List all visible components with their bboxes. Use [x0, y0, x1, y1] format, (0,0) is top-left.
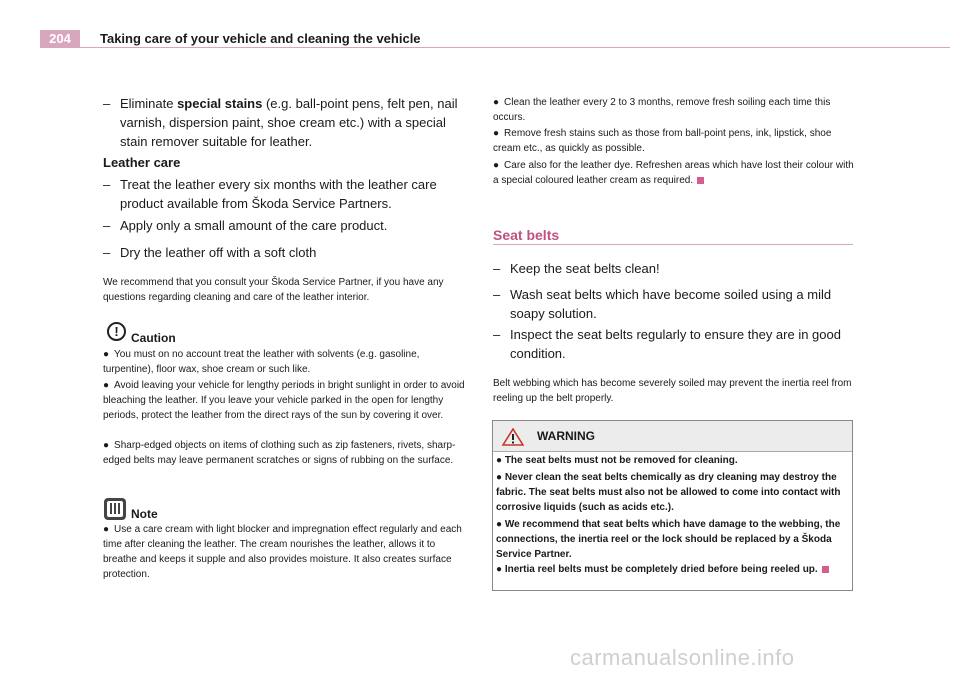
page-header — [40, 30, 950, 48]
special-stains-text — [103, 94, 468, 151]
dash-marker: – — [493, 327, 501, 342]
dash-marker: – — [103, 218, 111, 233]
note-icon — [104, 498, 126, 520]
bullet-marker: ● — [496, 472, 503, 483]
leather-care-item — [103, 175, 468, 213]
caution-item-text: You must on no account treat the leather with solvents (e.g. gasoline, turpentine), floor wax, shoe cream or such like. — [103, 349, 420, 375]
seat-belt-item — [493, 325, 855, 363]
dash-marker: – — [103, 177, 111, 192]
leather-bullet — [493, 158, 855, 188]
section-end-mark — [697, 177, 704, 184]
bullet-marker: ● — [496, 564, 503, 575]
leather-bullet — [493, 126, 855, 156]
page-number: 204 — [40, 30, 80, 48]
warning-title: WARNING — [537, 429, 595, 443]
bullet-marker: ● — [103, 524, 110, 535]
leather-bullet-text: Remove fresh stains such as those from ball-point pens, ink, lipstick, shoe cream etc., as quickly as possible. — [493, 128, 832, 154]
bullet-marker: ● — [493, 128, 500, 139]
leather-care-item-text: Dry the leather off with a soft cloth — [120, 245, 317, 260]
note-item-text: Use a care cream with light blocker and impregnation effect regularly and each time after cleaning the leather. The cream nourishes the leather, allows it to breathe and keeps it supple and also provides moisture. It also creates surface protection. — [103, 524, 462, 580]
leather-care-item-text: Apply only a small amount of the care product. — [120, 218, 388, 233]
warning-item-text: The seat belts must not be removed for cleaning. — [504, 455, 738, 466]
warning-header — [493, 421, 852, 452]
caution-item — [103, 378, 465, 423]
header-rule — [80, 47, 950, 48]
bullet-marker: ● — [103, 380, 110, 391]
dash-marker: – — [103, 245, 111, 260]
warning-box — [492, 420, 853, 591]
watermark: carmanualsonline.info — [570, 645, 795, 670]
seat-belt-item-text: Keep the seat belts clean! — [510, 261, 660, 276]
seat-belts-heading: Seat belts — [493, 227, 560, 243]
bullet-marker: ● — [103, 440, 110, 451]
seat-belt-item — [493, 259, 855, 278]
chapter-title: Taking care of your vehicle and cleaning the vehicle — [100, 31, 421, 46]
webbing-paragraph: Belt webbing which has become severely soiled may prevent the inertia reel from reeling up the belt properly. — [493, 378, 852, 404]
caution-title: Caution — [131, 331, 176, 345]
warning-triangle-icon — [502, 428, 524, 446]
bullet-marker: ● — [496, 519, 503, 530]
warning-item — [496, 470, 846, 515]
bullet-marker: ● — [103, 349, 110, 360]
bullet-marker: ● — [493, 160, 500, 171]
caution-item-text: Avoid leaving your vehicle for lengthy periods in bright sunlight in order to avoid bleaching the leather. If you leave your vehicle parked in the open for lengthy periods, protect the leather from the direct rays of the sun by covering it over. — [103, 380, 465, 421]
dash-marker: – — [493, 261, 501, 276]
seat-belt-item-text: Inspect the seat belts regularly to ensure they are in good condition. — [510, 327, 841, 361]
warning-item — [496, 562, 846, 577]
note-item — [103, 522, 465, 582]
warning-item-text: We recommend that seat belts which have damage to the webbing, the connections, the inertia reel or the lock should be replaced by a Škoda Service Partner. — [496, 519, 841, 560]
special-stains-item — [103, 94, 468, 151]
warning-item — [496, 517, 846, 562]
bullet-marker: ● — [496, 455, 503, 466]
special-stains-bold: special stains — [177, 96, 263, 111]
leather-bullet-text: Clean the leather every 2 to 3 months, remove fresh soiling each time this occurs. — [493, 97, 831, 123]
bullet-marker: ● — [493, 97, 500, 108]
caution-icon: ! — [107, 322, 126, 341]
caution-item-text: Sharp-edged objects on items of clothing such as zip fasteners, rivets, sharp-edged belts may leave permanent scratches or signs of rubbing on the surface. — [103, 440, 456, 466]
special-stains-pre: Eliminate — [120, 96, 178, 111]
seat-belt-item-text: Wash seat belts which have become soiled using a mild soapy solution. — [510, 287, 832, 321]
recommend-paragraph: We recommend that you consult your Škoda Service Partner, if you have any questions regarding cleaning and care of the leather interior. — [103, 277, 444, 303]
caution-item — [103, 347, 465, 377]
dash-marker: – — [103, 96, 111, 111]
warning-item-text: Inertia reel belts must be completely dried before being reeled up. — [504, 564, 818, 575]
leather-bullet-text: Care also for the leather dye. Refreshen areas which have lost their colour with a special coloured leather cream as required. — [493, 160, 854, 186]
leather-care-item-text: Treat the leather every six months with the leather care product available from Škoda Service Partners. — [120, 177, 437, 211]
leather-care-item — [103, 216, 468, 235]
leather-bullet — [493, 95, 855, 125]
warning-item — [496, 453, 846, 468]
leather-care-item — [103, 243, 468, 262]
caution-item — [103, 438, 465, 468]
section-end-mark — [822, 566, 829, 573]
note-title: Note — [131, 507, 158, 521]
seat-belt-item — [493, 285, 855, 323]
warning-item-text: Never clean the seat belts chemically as dry cleaning may destroy the fabric. The seat belts must also not be allowed to come into contact with corrosive liquids (such as acids etc.). — [496, 472, 841, 513]
section-rule — [493, 244, 853, 245]
special-stains-post: (e.g. ball-point pens, felt pen, nail varnish, dispersion paint, shoe cream etc.) with a special stain remover suitable for leather. — [120, 96, 458, 149]
dash-marker: – — [493, 287, 501, 302]
leather-care-heading: Leather care — [103, 155, 181, 170]
